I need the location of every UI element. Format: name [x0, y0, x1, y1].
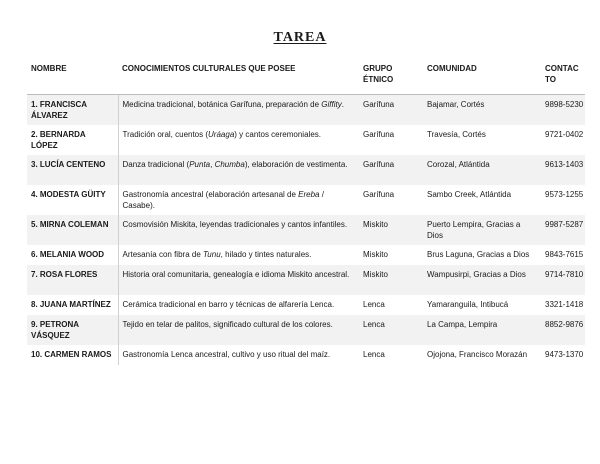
row-ethnic-group: Miskito — [359, 215, 423, 245]
knowledge-text: Artesanía con fibra de — [122, 250, 203, 259]
row-contact: 9714-7810 — [541, 265, 585, 295]
row-knowledge — [118, 125, 359, 155]
row-ethnic-group: Lenca — [359, 315, 423, 345]
page-title: TAREA — [273, 30, 327, 45]
table-row — [27, 185, 585, 215]
row-knowledge — [118, 95, 359, 126]
header-knowledge: CONOCIMIENTOS CULTURALES QUE POSEE — [118, 58, 359, 95]
row-name: 5. MIRNA COLEMAN — [27, 215, 118, 245]
row-name: 10. CARMEN RAMOS — [27, 345, 118, 365]
knowledge-text: Gastronomía Lenca ancestral, cultivo y uso ritual del maíz. — [122, 350, 331, 359]
knowledge-text: . — [341, 100, 344, 109]
table-row — [27, 265, 585, 295]
knowledge-text: Gastronomía ancestral (elaboración artesanal de — [122, 190, 299, 199]
knowledge-term: Tunu — [203, 250, 221, 259]
header-community: COMUNIDAD — [423, 58, 541, 95]
row-community: Brus Laguna, Gracias a Dios — [423, 245, 541, 265]
row-name: 8. JUANA MARTÍNEZ — [27, 295, 118, 315]
row-ethnic-group: Garífuna — [359, 95, 423, 126]
row-knowledge — [118, 265, 359, 295]
row-contact: 8852-9876 — [541, 315, 585, 345]
row-community: Corozal, Atlántida — [423, 155, 541, 185]
row-contact: 9473-1370 — [541, 345, 585, 365]
row-contact: 9613-1403 — [541, 155, 585, 185]
row-ethnic-group: Garífuna — [359, 125, 423, 155]
table-row — [27, 155, 585, 185]
table-row — [27, 125, 585, 155]
row-contact: 3321-1418 — [541, 295, 585, 315]
row-community: Sambo Creek, Atlántida — [423, 185, 541, 215]
row-community: Yamaranguila, Intibucá — [423, 295, 541, 315]
row-contact: 9987-5287 — [541, 215, 585, 245]
row-community: Ojojona, Francisco Morazán — [423, 345, 541, 365]
row-knowledge — [118, 185, 359, 215]
row-knowledge — [118, 155, 359, 185]
row-contact: 9573-1255 — [541, 185, 585, 215]
knowledge-text: Historia oral comunitaria, genealogía e idioma Miskito ancestral. — [122, 270, 350, 279]
row-name: 6. MELANIA WOOD — [27, 245, 118, 265]
knowledge-text: , — [210, 160, 215, 169]
row-community: La Campa, Lempira — [423, 315, 541, 345]
row-knowledge — [118, 215, 359, 245]
table-row — [27, 95, 585, 126]
table-row — [27, 295, 585, 315]
row-name: 3. LUCÍA CENTENO — [27, 155, 118, 185]
row-ethnic-group: Miskito — [359, 245, 423, 265]
row-ethnic-group: Lenca — [359, 295, 423, 315]
contacts-table — [27, 58, 585, 365]
row-contact: 9898-5230 — [541, 95, 585, 126]
knowledge-text: / Casabe). — [122, 190, 324, 210]
knowledge-term: Chumba — [214, 160, 245, 169]
row-name: 1. FRANCISCA ÁLVAREZ — [27, 95, 118, 126]
knowledge-term: Uráaga — [208, 130, 235, 139]
row-contact: 9843-7615 — [541, 245, 585, 265]
table-row — [27, 315, 585, 345]
row-name: 2. BERNARDA LÓPEZ — [27, 125, 118, 155]
table-body — [27, 95, 585, 366]
header-name: NOMBRE — [27, 58, 118, 95]
header-ethnic-group: GRUPO ÉTNICO — [359, 58, 423, 95]
row-ethnic-group: Garífuna — [359, 155, 423, 185]
row-community: Travesía, Cortés — [423, 125, 541, 155]
contacts-table-container — [27, 58, 585, 365]
row-community: Wampusirpi, Gracias a Dios — [423, 265, 541, 295]
row-knowledge — [118, 345, 359, 365]
row-name: 7. ROSA FLORES — [27, 265, 118, 295]
knowledge-term: Ereba — [298, 190, 320, 199]
row-ethnic-group: Garífuna — [359, 185, 423, 215]
row-ethnic-group: Miskito — [359, 265, 423, 295]
knowledge-text: Tradición oral, cuentos ( — [122, 130, 209, 139]
knowledge-text: ), elaboración de vestimenta. — [244, 160, 348, 169]
header-contact: CONTACTO — [541, 58, 585, 95]
knowledge-text: Cerámica tradicional en barro y técnicas de alfarería Lenca. — [122, 300, 335, 309]
knowledge-text: Medicina tradicional, botánica Garífuna, preparación de — [122, 100, 322, 109]
knowledge-term: Giffity — [321, 100, 342, 109]
knowledge-text: Danza tradicional ( — [122, 160, 190, 169]
row-knowledge — [118, 315, 359, 345]
row-name: 9. PETRONA VÁSQUEZ — [27, 315, 118, 345]
knowledge-text: ) y cantos ceremoniales. — [234, 130, 321, 139]
row-knowledge — [118, 245, 359, 265]
row-contact: 9721-0402 — [541, 125, 585, 155]
row-name: 4. MODESTA GÜITY — [27, 185, 118, 215]
knowledge-term: Punta — [189, 160, 211, 169]
table-row — [27, 245, 585, 265]
knowledge-text: Tejido en telar de palitos, significado cultural de los colores. — [122, 320, 333, 329]
knowledge-text: Cosmovisión Miskita, leyendas tradicionales y cantos infantiles. — [122, 220, 348, 229]
knowledge-text: , hilado y tintes naturales. — [220, 250, 312, 259]
row-knowledge — [118, 295, 359, 315]
table-header-row — [27, 58, 585, 95]
table-row — [27, 215, 585, 245]
table-row — [27, 345, 585, 365]
row-ethnic-group: Lenca — [359, 345, 423, 365]
row-community: Puerto Lempira, Gracias a Dios — [423, 215, 541, 245]
row-community: Bajamar, Cortés — [423, 95, 541, 126]
